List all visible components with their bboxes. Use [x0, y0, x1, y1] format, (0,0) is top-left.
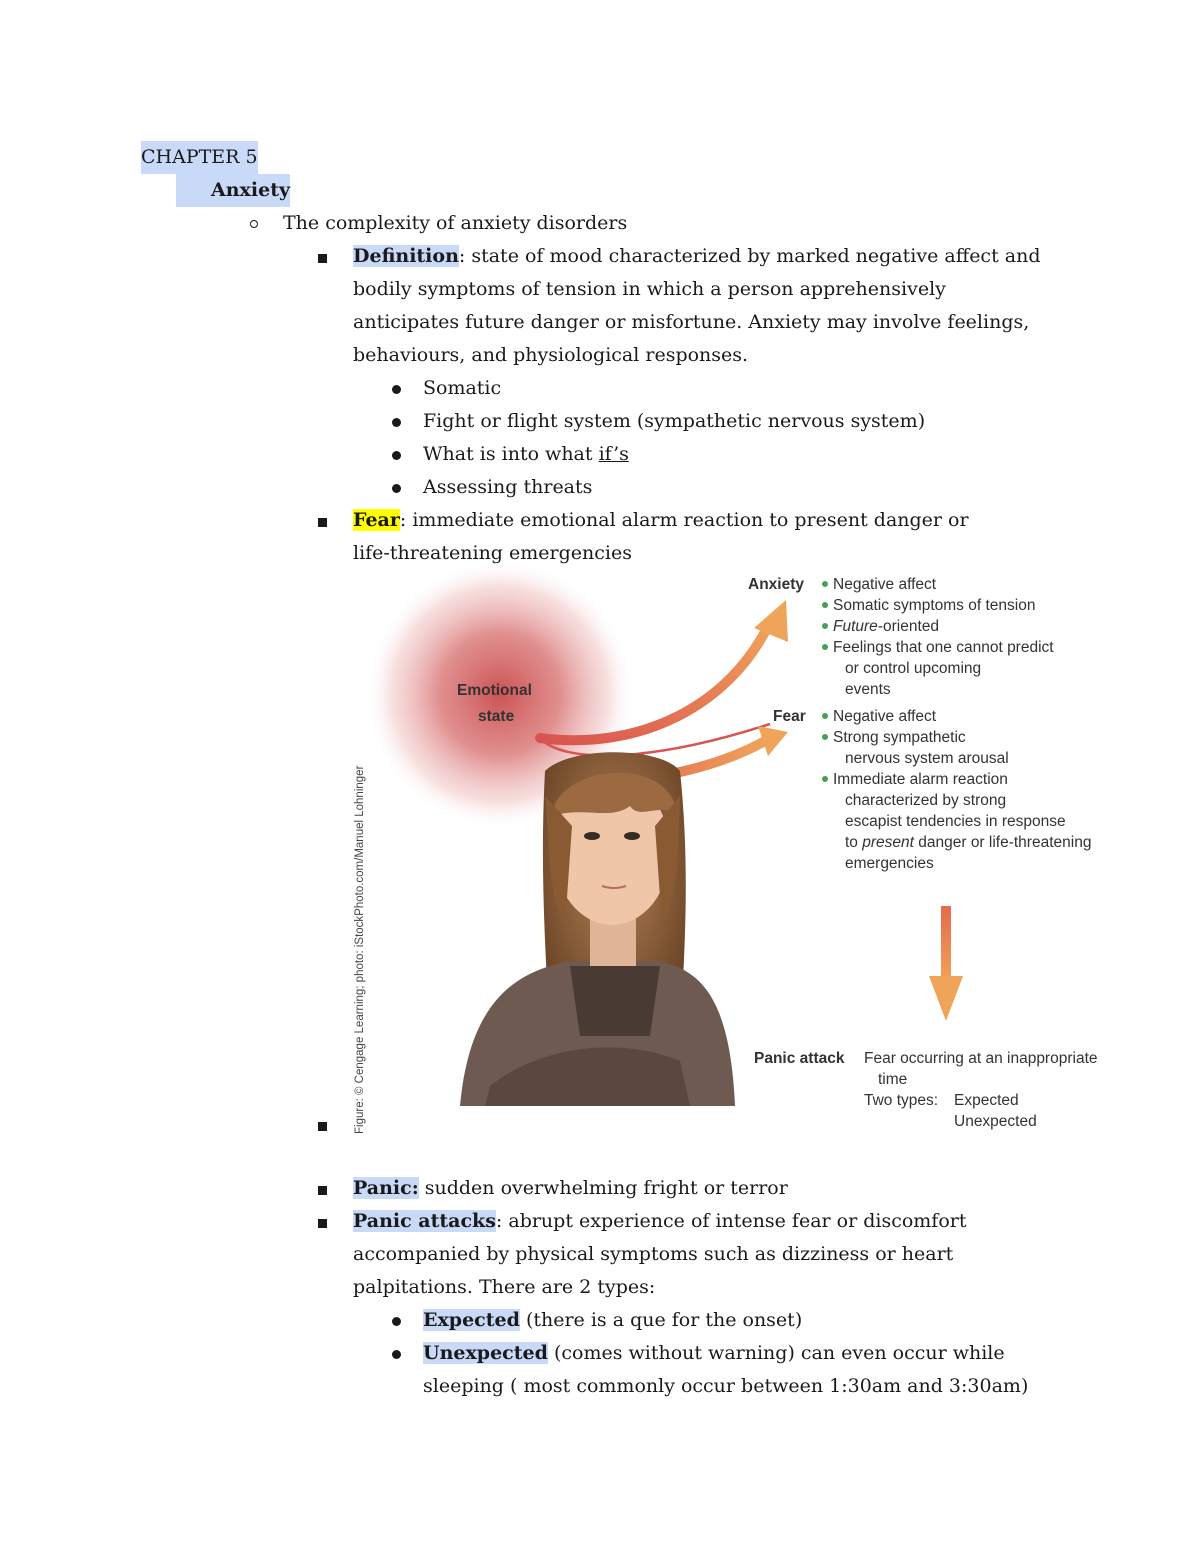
- definition-item-4: Assessing threats: [423, 476, 593, 498]
- fear-point-cont: to present danger or life-threatening: [845, 834, 1092, 851]
- bullet-dot: [392, 1317, 401, 1326]
- type-unexpected-line: Unexpected (comes without warning) can even occur while: [423, 1342, 1005, 1364]
- panic-attacks-line-1: Panic attacks: abrupt experience of intense fear or discomfort: [353, 1210, 967, 1232]
- fear-point-cont: characterized by strong: [845, 792, 1007, 809]
- bullet-square: [318, 518, 327, 527]
- definition-item-1: Somatic: [423, 377, 502, 399]
- two-types-label: Two types:: [864, 1092, 939, 1109]
- bullet-dot: [392, 1350, 401, 1359]
- definition-line-1: Definition: state of mood characterized by marked negative affect and: [353, 245, 1041, 267]
- fear-point: Negative affect: [822, 706, 936, 727]
- fear-point-cont: emergencies: [845, 855, 934, 872]
- bullet-dot: [392, 484, 401, 493]
- type-unexpected-line-2: sleeping ( most commonly occur between 1:30am and 3:30am): [423, 1375, 1029, 1397]
- figure-credit: Figure: © Cengage Learning; photo: iStockPhoto.com/Manuel Lohninger: [354, 765, 366, 1134]
- panic-attacks-line-3: palpitations. There are 2 types:: [353, 1276, 656, 1298]
- anxiety-label: Anxiety: [748, 576, 804, 593]
- anxiety-fear-figure: [340, 566, 1130, 1146]
- anxiety-point: Future-oriented: [822, 616, 939, 637]
- anxiety-point-cont: or control upcoming: [845, 660, 982, 677]
- heading-anxiety: Anxiety: [176, 174, 290, 207]
- definition-item-3: What is into what if’s: [423, 443, 629, 465]
- bullet-square: [318, 254, 327, 263]
- definition-item-2: Fight or flight system (sympathetic nervous system): [423, 410, 926, 432]
- panic-line: Panic: sudden overwhelming fright or terror: [353, 1177, 788, 1199]
- emotional-state-label-2: state: [478, 708, 515, 725]
- bullet-circle: [250, 220, 258, 228]
- panic-attacks-line-2: accompanied by physical symptoms such as dizziness or heart: [353, 1243, 954, 1265]
- fear-line-2: life-threatening emergencies: [353, 542, 632, 564]
- type-expected: Expected: [954, 1092, 1019, 1109]
- arrow-to-panic-shaft: [941, 906, 951, 984]
- anxiety-point: Somatic symptoms of tension: [822, 595, 1035, 616]
- bullet-square: [318, 1122, 327, 1131]
- type-expected-line: Expected (there is a que for the onset): [423, 1309, 803, 1331]
- panic-attack-label: Panic attack: [754, 1050, 845, 1067]
- bullet-square: [318, 1219, 327, 1228]
- anxiety-point: Negative affect: [822, 574, 936, 595]
- definition-line-4: behaviours, and physiological responses.: [353, 344, 749, 366]
- anxiety-point: Feelings that one cannot predict: [822, 637, 1054, 658]
- emotional-state-label-1: Emotional: [457, 682, 532, 699]
- chapter-title: CHAPTER 5: [141, 141, 258, 174]
- arrow-to-panic-head: [929, 976, 963, 1021]
- definition-line-2: bodily symptoms of tension in which a person apprehensively: [353, 278, 946, 300]
- fear-point: Immediate alarm reaction: [822, 769, 1008, 790]
- anxiety-point-cont: events: [845, 681, 891, 698]
- fear-line-1: Fear: immediate emotional alarm reaction to present danger or: [353, 509, 969, 531]
- type-unexpected: Unexpected: [954, 1113, 1037, 1130]
- bullet-square: [318, 1186, 327, 1195]
- bullet-dot: [392, 451, 401, 460]
- fear-point-cont: escapist tendencies in response: [845, 813, 1066, 830]
- panic-attack-desc-1: Fear occurring at an inappropriate: [864, 1050, 1098, 1067]
- fear-point-cont: nervous system arousal: [845, 750, 1009, 767]
- panic-attack-desc-2: time: [878, 1071, 908, 1088]
- subheading: The complexity of anxiety disorders: [283, 212, 628, 234]
- bullet-dot: [392, 418, 401, 427]
- fear-point: Strong sympathetic: [822, 727, 966, 748]
- bullet-dot: [392, 385, 401, 394]
- definition-line-3: anticipates future danger or misfortune. Anxiety may involve feelings,: [353, 311, 1030, 333]
- fear-label: Fear: [773, 708, 806, 725]
